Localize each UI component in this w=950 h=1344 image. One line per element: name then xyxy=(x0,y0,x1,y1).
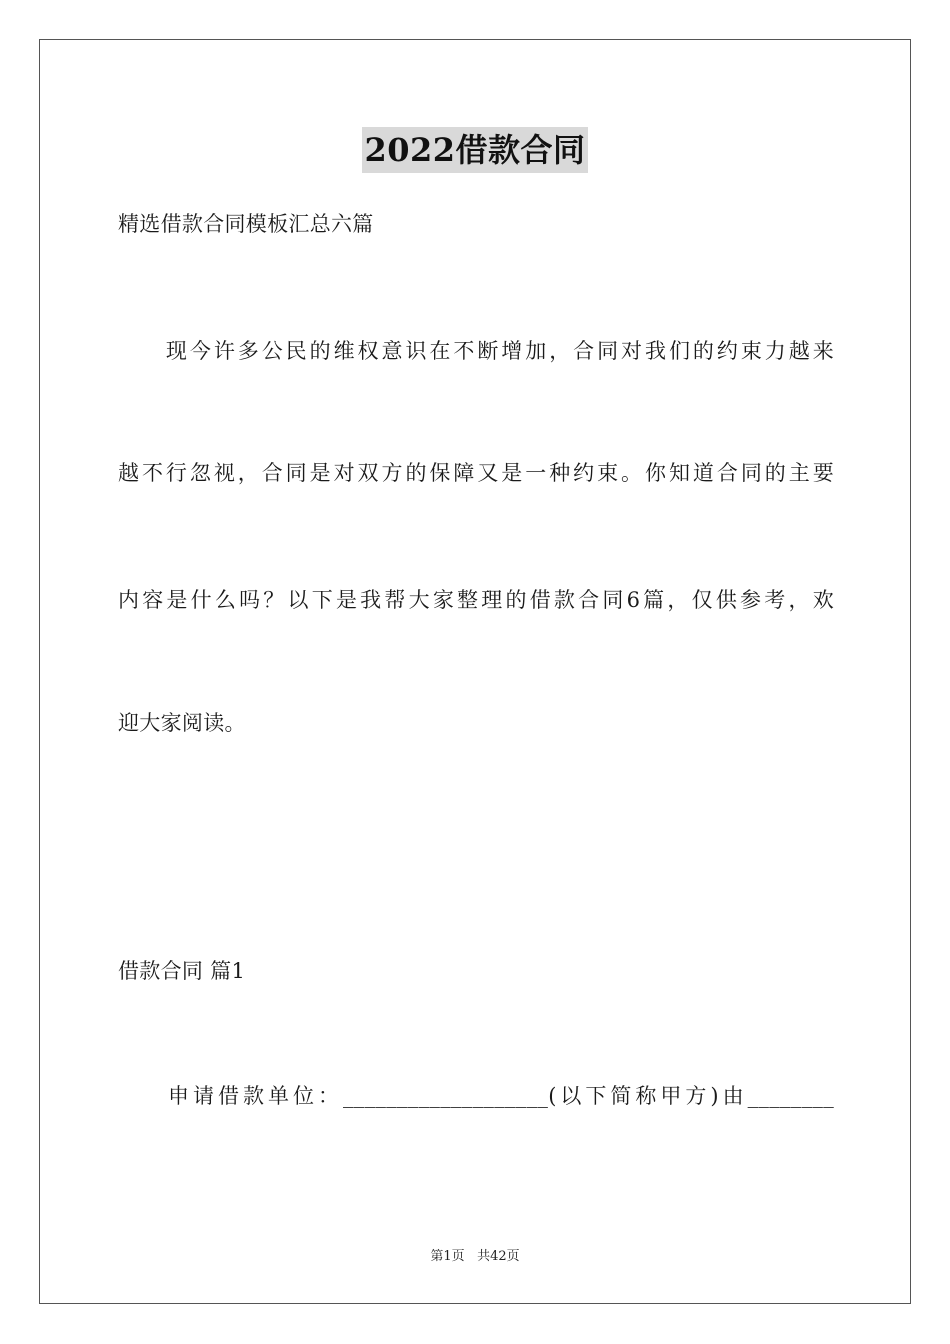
intro-paragraph-line-4: 迎大家阅读。 xyxy=(118,711,246,735)
page-footer xyxy=(0,1248,950,1266)
title-container xyxy=(0,127,950,173)
intro-paragraph-line-3: 内容是什么吗？以下是我帮大家整理的借款合同6篇，仅供参考，欢 xyxy=(118,588,834,612)
intro-paragraph-line-2: 越不行忽视，合同是对双方的保障又是一种约束。你知道合同的主要 xyxy=(118,461,834,485)
borrower-form-line: 申请借款单位：___________________(以下简称甲方)由________ xyxy=(118,1084,834,1108)
document-subtitle: 精选借款合同模板汇总六篇 xyxy=(118,212,374,236)
section-heading: 借款合同 篇1 xyxy=(118,959,246,983)
page-number-current: 第1页 xyxy=(430,1249,465,1264)
document-title: 2022借款合同 xyxy=(362,127,587,173)
page-number-total: 共42页 xyxy=(477,1249,520,1264)
intro-paragraph-line-1: 现今许多公民的维权意识在不断增加，合同对我们的约束力越来 xyxy=(118,339,834,363)
